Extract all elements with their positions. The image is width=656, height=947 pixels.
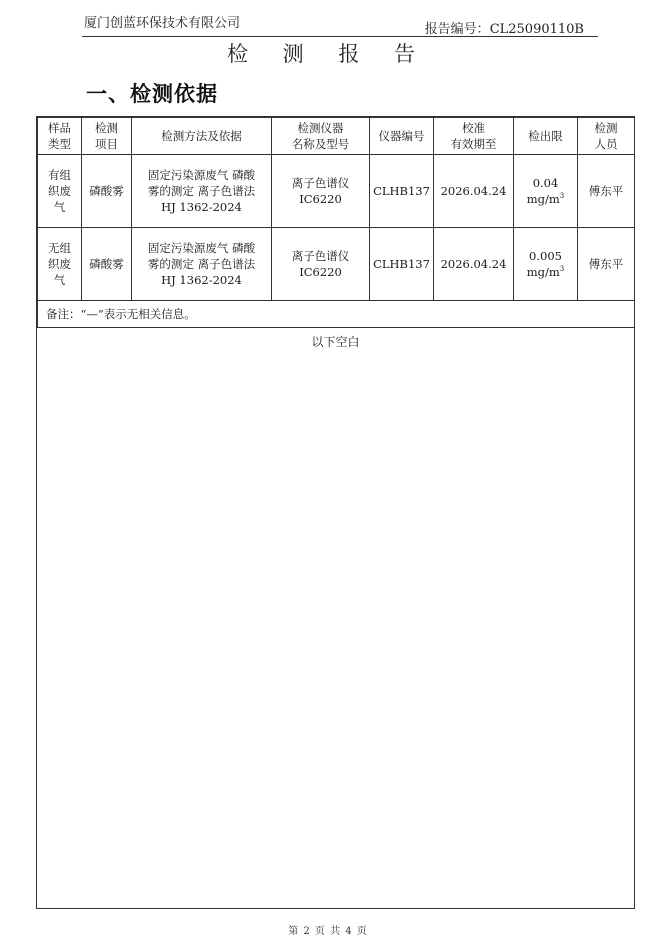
document-title: 检 测 报 告 bbox=[226, 42, 430, 66]
report-number-value: CL25090110B bbox=[489, 22, 584, 37]
company-name: 厦门创蓝环保技术有限公司 bbox=[84, 16, 241, 31]
sample-type-cell: 有组 织废 气 bbox=[38, 155, 82, 228]
instrument-no-cell: CLHB137 bbox=[370, 228, 434, 301]
report-number-label: 报告编号： bbox=[424, 22, 490, 37]
page-number: 第 2 页 共 4 页 bbox=[288, 926, 368, 937]
sample-type-cell: 无组 织废 气 bbox=[38, 228, 82, 301]
header-cell: 检测 项目 bbox=[82, 118, 132, 155]
report-number bbox=[425, 18, 584, 37]
remark-row bbox=[38, 301, 635, 328]
header-cell: 检测方法及依据 bbox=[132, 118, 272, 155]
header-cell: 校准 有效期至 bbox=[434, 118, 514, 155]
instrument-cell: 离子色谱仪 IC6220 bbox=[272, 155, 370, 228]
table-row bbox=[38, 155, 635, 228]
section-heading: 一、检测依据 bbox=[86, 81, 218, 106]
blank-below-note: 以下空白 bbox=[311, 335, 360, 349]
limit-value: 0.04 bbox=[532, 176, 559, 190]
item-cell: 磷酸雾 bbox=[82, 228, 132, 301]
tester-cell: 傅东平 bbox=[578, 228, 635, 301]
method-cell: 固定污染源废气 磷酸 雾的测定 离子色谱法 HJ 1362-2024 bbox=[132, 155, 272, 228]
detection-limit-cell bbox=[514, 228, 578, 301]
content-frame bbox=[36, 116, 635, 909]
header-cell: 仪器编号 bbox=[370, 118, 434, 155]
header-cell: 检测仪器 名称及型号 bbox=[272, 118, 370, 155]
header-cell: 检出限 bbox=[514, 118, 578, 155]
limit-value: 0.005 bbox=[529, 249, 562, 263]
method-cell: 固定污染源废气 磷酸 雾的测定 离子色谱法 HJ 1362-2024 bbox=[132, 228, 272, 301]
header-cell: 样品 类型 bbox=[38, 118, 82, 155]
detection-limit-cell bbox=[514, 155, 578, 228]
basis-table bbox=[37, 117, 635, 328]
table-row bbox=[38, 228, 635, 301]
remark-text: 备注：“—”表示无相关信息。 bbox=[38, 301, 635, 328]
header-rule bbox=[82, 36, 598, 37]
limit-unit: mg/m bbox=[526, 192, 560, 206]
instrument-no-cell: CLHB137 bbox=[370, 155, 434, 228]
table-header-row bbox=[38, 118, 635, 155]
limit-unit-exponent: 3 bbox=[559, 192, 565, 201]
limit-unit: mg/m bbox=[526, 265, 560, 279]
calibration-cell: 2026.04.24 bbox=[434, 155, 514, 228]
item-cell: 磷酸雾 bbox=[82, 155, 132, 228]
instrument-cell: 离子色谱仪 IC6220 bbox=[272, 228, 370, 301]
limit-unit-exponent: 3 bbox=[559, 265, 565, 274]
tester-cell: 傅东平 bbox=[578, 155, 635, 228]
header-cell: 检测 人员 bbox=[578, 118, 635, 155]
calibration-cell: 2026.04.24 bbox=[434, 228, 514, 301]
